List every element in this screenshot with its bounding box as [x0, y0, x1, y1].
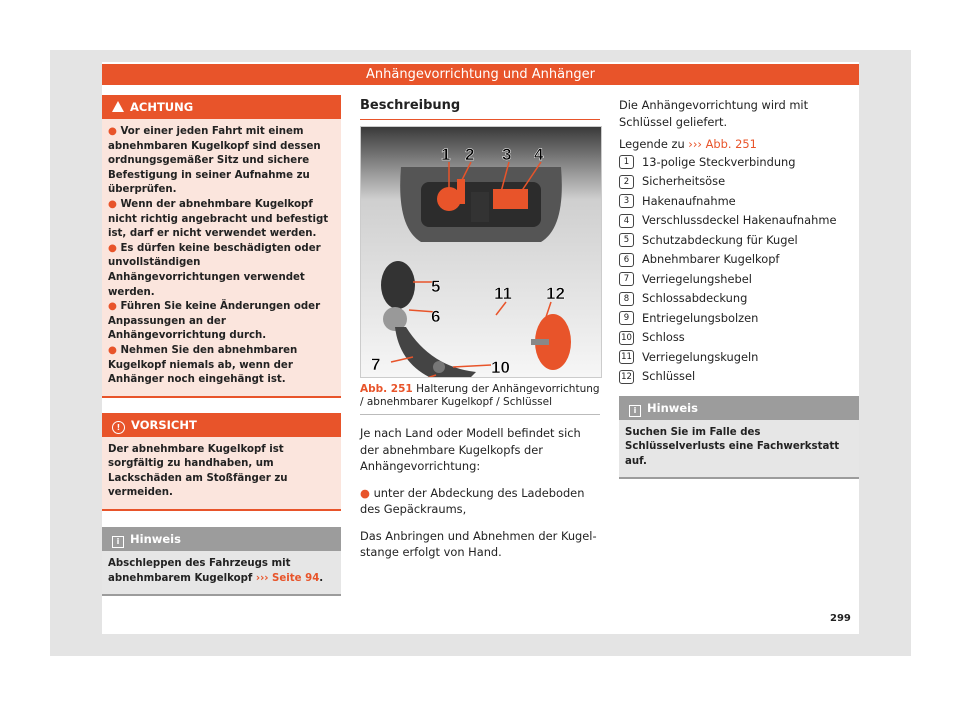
caution-body: Der abnehmbare Kugelkopf ist sorgfältig zu handhaben, um Lackschäden am Stoßfänger zu vermeiden.	[108, 443, 288, 499]
figure-caption: Abb. 251 Halterung der Anhängevorrichtung / abnehmbarer Kugelkopf / Schlüssel	[360, 383, 600, 415]
legend-number: 7	[619, 272, 634, 286]
intro-paragraph: Die Anhängevorrichtung wird mit Schlüssel geliefert.	[619, 98, 809, 129]
legend-item	[619, 289, 859, 309]
legend-number: 2	[619, 175, 634, 189]
figure-label: Abb. 251	[360, 383, 413, 395]
warning-item: ● Wenn der abnehmbare Kugelkopf nicht richtig angebracht und befestigt ist, darf er nicht verwendet werden.	[108, 198, 329, 240]
warning-title: ACHTUNG	[130, 100, 194, 114]
body-paragraph-1: Je nach Land oder Modell befindet sich der abnehmbare Kugelkopfs der Anhängevorrichtung:	[360, 426, 581, 473]
page-number: 299	[830, 613, 851, 624]
legend-number: 4	[619, 214, 634, 228]
page-reference-link[interactable]: ››› Seite 94	[255, 572, 320, 584]
info-icon: i	[629, 405, 641, 417]
legend-number: 8	[619, 292, 634, 306]
legend-text: Verriegelungskugeln	[642, 349, 759, 364]
legend-text: Abnehmbarer Kugelkopf	[642, 252, 780, 266]
note-body-2: Suchen Sie im Falle des Schlüsselverlusts eine Fachwerkstatt auf.	[625, 426, 840, 467]
legend-item	[619, 153, 859, 173]
callout-4: 4	[534, 145, 544, 164]
caution-box	[102, 413, 341, 511]
callout-5: 5	[431, 277, 441, 296]
warning-item: ● Vor einer jeden Fahrt mit einem abnehmbaren Kugelkopf sind dessen ordnungsgemäßer Sitz und sichere Befestigung in seiner Aufnahme zu überprüfen.	[108, 126, 321, 196]
warning-item: ● Nehmen Sie den abnehmbaren Kugelkopf niemals ab, wenn der Anhänger noch eingehängt ist.	[108, 344, 298, 386]
right-column	[619, 97, 859, 479]
callout-11: 11	[494, 284, 512, 303]
section-title: Beschreibung	[360, 98, 600, 120]
legend-number: 5	[619, 233, 634, 247]
callout-10: 10	[491, 358, 510, 377]
note-header-2	[619, 396, 859, 420]
legend-item	[619, 231, 859, 251]
callout-6: 6	[431, 307, 441, 326]
legend-text: Schutzabdeckung für Kugel	[642, 232, 798, 247]
chapter-header: Anhängevorrichtung und Anhänger	[102, 64, 859, 85]
legend-number: 6	[619, 253, 634, 267]
legend-text: Verschlussdeckel Hakenaufnahme	[642, 213, 837, 227]
note-header-1	[102, 527, 341, 551]
legend-number: 12	[619, 370, 634, 384]
legend-list	[619, 153, 859, 387]
note-box-1	[102, 527, 341, 596]
legend-item	[619, 328, 859, 348]
callout-12: 12	[546, 284, 565, 303]
note-title-1: Hinweis	[130, 532, 181, 547]
warning-item: ● Führen Sie keine Änderungen oder Anpassungen an der Anhängevorrichtung durch.	[108, 301, 321, 342]
callout-1: 1	[441, 145, 451, 164]
legend-text: Verriegelungshebel	[642, 271, 752, 286]
note-title-2: Hinweis	[647, 400, 698, 415]
warning-box	[102, 95, 341, 398]
warning-body	[102, 119, 341, 396]
left-column	[102, 95, 341, 596]
caution-header	[102, 413, 341, 437]
legend-number: 9	[619, 311, 634, 325]
legend-item	[619, 309, 859, 329]
note-box-2	[619, 396, 859, 480]
caution-title: VORSICHT	[131, 417, 197, 432]
legend-item	[619, 192, 859, 212]
figure-illustration	[361, 127, 601, 378]
body-bullet: ● unter der Abdeckung des Ladeboden des Gepäckraums,	[360, 485, 585, 516]
legend-item	[619, 348, 859, 368]
figure-251	[360, 126, 602, 378]
middle-column	[360, 95, 600, 561]
callout-2: 2	[465, 145, 475, 164]
legend-heading: Legende zu ››› Abb. 251	[619, 137, 757, 151]
warning-triangle-icon	[112, 101, 124, 112]
legend-number: 11	[619, 350, 634, 364]
warning-item: ● Es dürfen keine beschädigten oder unvollständigen Anhängevorrichtungen verwendet werden.	[108, 242, 321, 298]
legend-item	[619, 250, 859, 270]
warning-header	[102, 95, 341, 119]
info-icon: i	[112, 536, 124, 548]
note-body-1: Abschleppen des Fahrzeugs mit abnehmbarem Kugelkopf ››› Seite 94.	[108, 558, 324, 584]
legend-item	[619, 172, 859, 192]
legend-number: 3	[619, 194, 634, 208]
figure-reference-link[interactable]: ››› Abb. 251	[688, 137, 757, 151]
legend-text: Schlüssel	[642, 369, 696, 383]
exclamation-circle-icon: !	[112, 421, 125, 434]
legend-text: 13-polige Steckverbindung	[642, 154, 796, 169]
callout-7: 7	[371, 355, 381, 374]
legend-item	[619, 367, 859, 387]
legend-text: Sicherheitsöse	[642, 174, 726, 188]
legend-text: Entriegelungsbolzen	[642, 310, 759, 325]
legend-number: 1	[619, 155, 634, 169]
legend-text: Schloss	[642, 330, 685, 344]
legend-item	[619, 270, 859, 290]
legend-item	[619, 211, 859, 231]
legend-text: Schlossabdeckung	[642, 291, 748, 305]
legend-text: Hakenaufnahme	[642, 193, 736, 208]
body-paragraph-2: Das Anbringen und Abnehmen der Kugelstange erfolgt von Hand.	[360, 528, 597, 559]
callout-3: 3	[502, 145, 512, 164]
legend-number: 10	[619, 331, 634, 345]
